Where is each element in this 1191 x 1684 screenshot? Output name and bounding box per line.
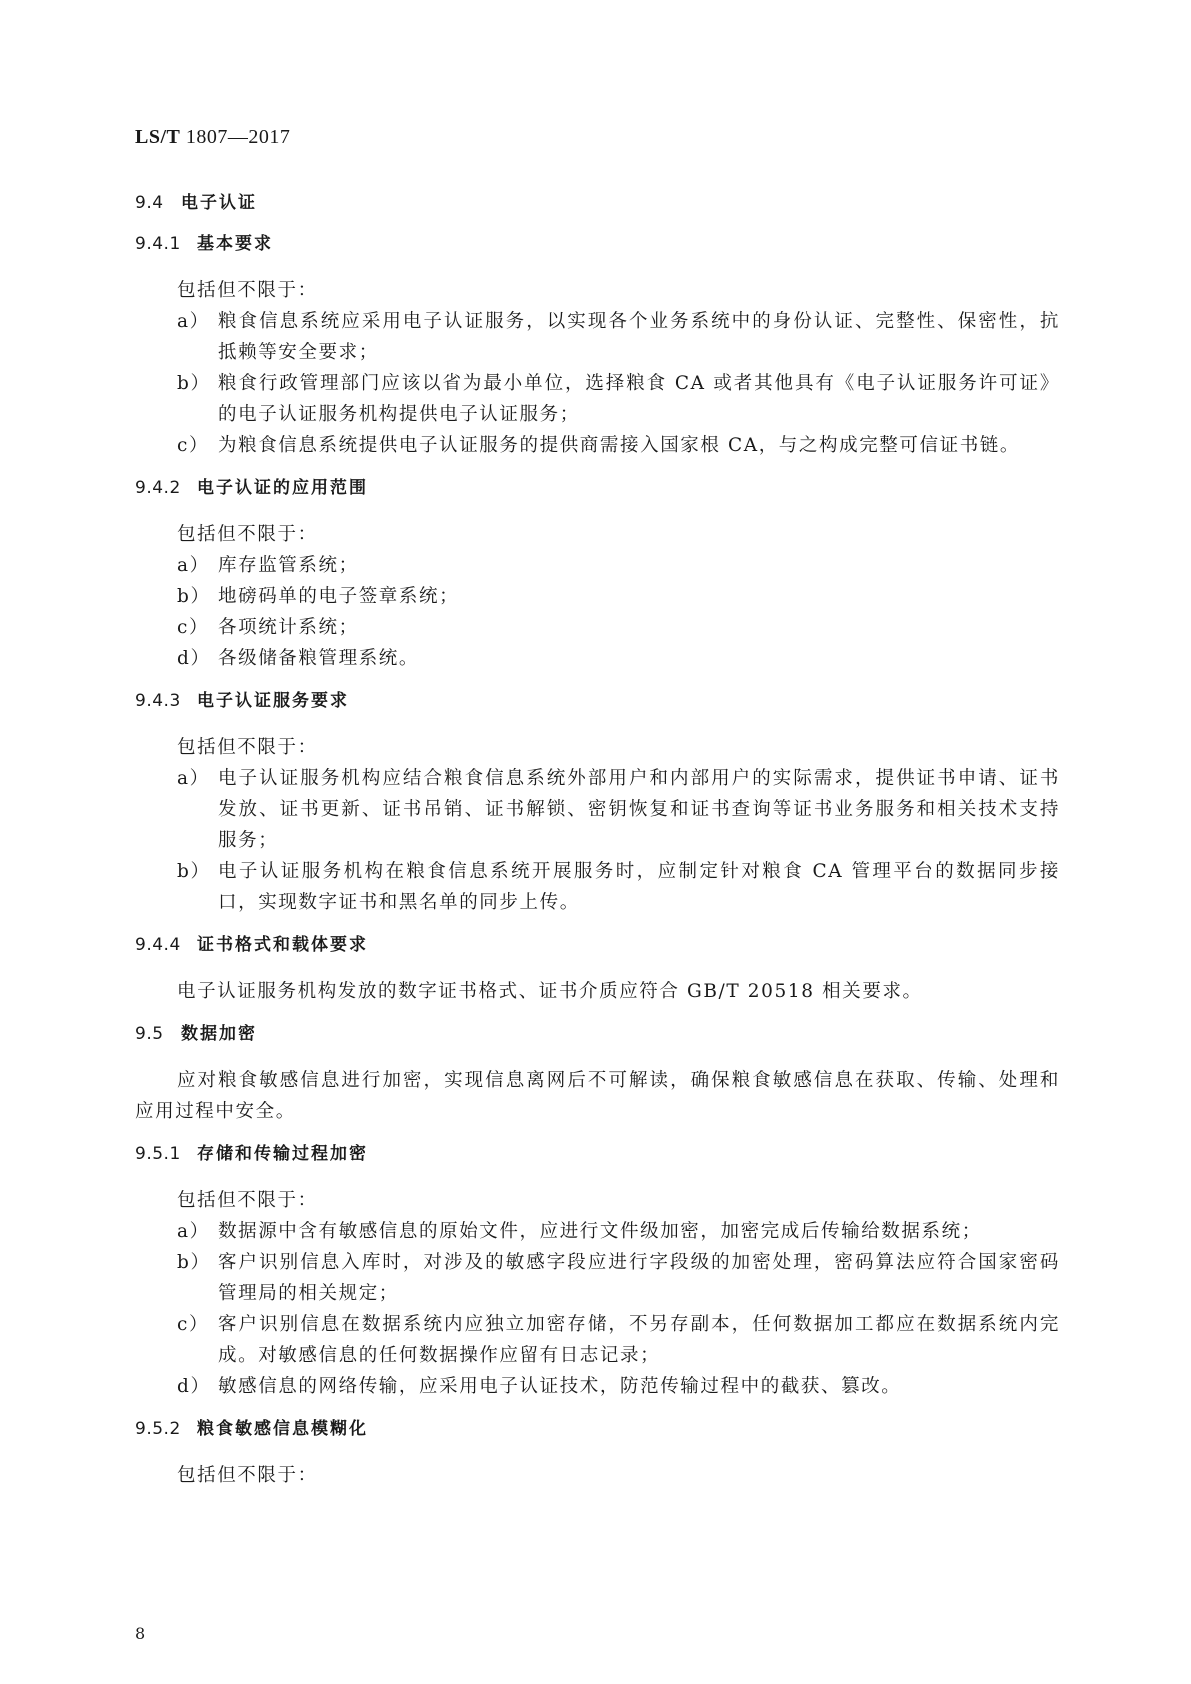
list-item bbox=[135, 1216, 1060, 1247]
encryption-list bbox=[135, 1216, 1060, 1402]
section-number: 9.4 bbox=[135, 193, 164, 213]
list-marker: b） bbox=[177, 586, 211, 607]
list-item bbox=[135, 763, 1060, 856]
list-item-text: 数据源中含有敏感信息的原始文件，应进行文件级加密，加密完成后传输给数据系统； bbox=[218, 1221, 982, 1242]
section-title: 粮食敏感信息模糊化 bbox=[197, 1419, 368, 1439]
section-heading-9-4-1 bbox=[135, 231, 1060, 257]
section-number: 9.5 bbox=[135, 1024, 164, 1044]
list-marker: b） bbox=[177, 861, 211, 882]
list-item bbox=[135, 856, 1060, 918]
section-heading-9-4-2 bbox=[135, 475, 1060, 501]
section-heading-9-4-4 bbox=[135, 932, 1060, 958]
list-marker: c） bbox=[177, 435, 210, 456]
list-item bbox=[135, 368, 1060, 430]
standard-code-prefix: LS/T bbox=[135, 126, 181, 148]
list-item-text: 客户识别信息在数据系统内应独立加密存储，不另存副本，任何数据加工都应在数据系统内完成。对敏感信息的任何数据操作应留有日志记录； bbox=[218, 1314, 1060, 1366]
list-item-text: 各项统计系统； bbox=[218, 617, 359, 638]
list-intro: 包括但不限于： bbox=[177, 737, 318, 758]
section-number: 9.5.2 bbox=[135, 1419, 181, 1439]
list-item bbox=[135, 550, 1060, 581]
list-item bbox=[135, 1309, 1060, 1371]
section-number: 9.4.3 bbox=[135, 691, 181, 711]
list-marker: c） bbox=[177, 617, 210, 638]
service-requirement-list bbox=[135, 763, 1060, 918]
list-intro: 包括但不限于： bbox=[177, 280, 318, 301]
list-marker: d） bbox=[177, 648, 211, 669]
list-marker: a） bbox=[177, 555, 210, 576]
section-number: 9.4.1 bbox=[135, 234, 181, 254]
list-item bbox=[135, 1247, 1060, 1309]
document-body bbox=[135, 190, 1060, 1491]
list-marker: a） bbox=[177, 1221, 210, 1242]
list-marker: b） bbox=[177, 1252, 211, 1273]
list-item bbox=[135, 581, 1060, 612]
section-title: 电子认证 bbox=[181, 193, 257, 213]
section-heading-9-5-1 bbox=[135, 1141, 1060, 1167]
list-item bbox=[135, 430, 1060, 461]
list-item bbox=[135, 306, 1060, 368]
list-item-text: 电子认证服务机构应结合粮食信息系统外部用户和内部用户的实际需求，提供证书申请、证书发放、证书更新、证书吊销、证书解锁、密钥恢复和证书查询等证书业务服务和相关技术支持服务； bbox=[218, 768, 1060, 851]
list-intro: 包括但不限于： bbox=[177, 524, 318, 545]
list-item-text: 电子认证服务机构在粮食信息系统开展服务时，应制定针对粮食 CA 管理平台的数据同步接口，实现数字证书和黑名单的同步上传。 bbox=[218, 861, 1060, 913]
section-number: 9.4.4 bbox=[135, 935, 181, 955]
standard-code bbox=[135, 126, 290, 149]
list-item-text: 库存监管系统； bbox=[218, 555, 359, 576]
section-heading-9-4-3 bbox=[135, 688, 1060, 714]
list-marker: b） bbox=[177, 373, 211, 394]
section-number: 9.5.1 bbox=[135, 1144, 181, 1164]
list-marker: a） bbox=[177, 768, 210, 789]
requirement-list bbox=[135, 306, 1060, 461]
application-scope-list bbox=[135, 550, 1060, 674]
list-marker: c） bbox=[177, 1314, 210, 1335]
list-intro: 包括但不限于： bbox=[177, 1190, 318, 1211]
list-item bbox=[135, 643, 1060, 674]
section-title: 存储和传输过程加密 bbox=[197, 1144, 368, 1164]
section-title: 电子认证服务要求 bbox=[197, 691, 349, 711]
list-item-text: 粮食信息系统应采用电子认证服务，以实现各个业务系统中的身份认证、完整性、保密性，抗抵赖等安全要求； bbox=[218, 311, 1060, 363]
list-marker: a） bbox=[177, 311, 210, 332]
section-title: 电子认证的应用范围 bbox=[197, 478, 368, 498]
section-heading-9-5-2 bbox=[135, 1416, 1060, 1442]
list-item-text: 客户识别信息入库时，对涉及的敏感字段应进行字段级的加密处理，密码算法应符合国家密码管理局的相关规定； bbox=[218, 1252, 1060, 1304]
section-heading-9-5 bbox=[135, 1021, 1060, 1047]
list-item-text: 敏感信息的网络传输，应采用电子认证技术，防范传输过程中的截获、篡改。 bbox=[218, 1376, 902, 1397]
standard-code-number: 1807—2017 bbox=[180, 126, 291, 148]
paragraph: 电子认证服务机构发放的数字证书格式、证书介质应符合 GB/T 20518 相关要求。 bbox=[177, 981, 923, 1002]
list-marker: d） bbox=[177, 1376, 211, 1397]
section-title: 基本要求 bbox=[197, 234, 273, 254]
section-heading-9-4 bbox=[135, 190, 1060, 216]
list-item bbox=[135, 612, 1060, 643]
list-item bbox=[135, 1371, 1060, 1402]
page-number: 8 bbox=[135, 1624, 146, 1643]
list-item-text: 为粮食信息系统提供电子认证服务的提供商需接入国家根 CA，与之构成完整可信证书链。 bbox=[218, 435, 1020, 456]
section-number: 9.4.2 bbox=[135, 478, 181, 498]
section-title: 证书格式和载体要求 bbox=[197, 935, 368, 955]
list-item-text: 粮食行政管理部门应该以省为最小单位，选择粮食 CA 或者其他具有《电子认证服务许可证》的电子认证服务机构提供电子认证服务； bbox=[218, 373, 1060, 425]
paragraph: 应对粮食敏感信息进行加密，实现信息离网后不可解读，确保粮食敏感信息在获取、传输、处理和应用过程中安全。 bbox=[135, 1070, 1060, 1122]
list-item-text: 各级储备粮管理系统。 bbox=[218, 648, 420, 669]
list-intro: 包括但不限于： bbox=[177, 1465, 318, 1486]
list-item-text: 地磅码单的电子签章系统； bbox=[218, 586, 460, 607]
section-title: 数据加密 bbox=[181, 1024, 257, 1044]
